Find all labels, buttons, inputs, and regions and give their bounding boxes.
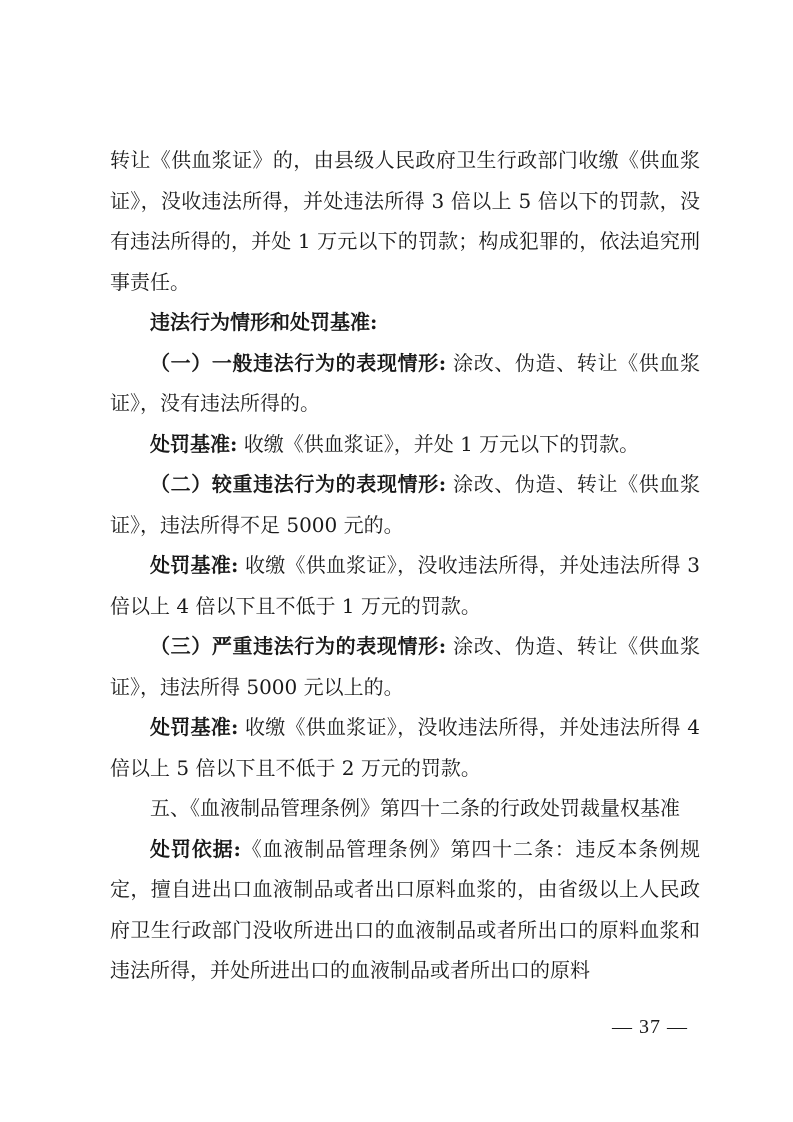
body-text: 涂改、伪造、转让《供血浆证》，违法所得 5000 元以上的。 xyxy=(110,634,700,699)
body-text: 涂改、伪造、转让《供血浆证》，没有违法所得的。 xyxy=(110,350,700,415)
bold-label: 违法行为情形和处罚基准: xyxy=(150,310,378,334)
paragraph-serious-penalty xyxy=(110,545,700,626)
bold-label: 处罚基准: xyxy=(150,431,238,456)
heading-violation-penalty-standard xyxy=(110,302,700,343)
paragraph-severe-violation xyxy=(110,626,700,707)
bold-label: 处罚基准: xyxy=(150,553,239,577)
paragraph-general-penalty xyxy=(110,424,700,465)
paragraph-general-violation xyxy=(110,343,700,424)
bold-label: 处罚依据: xyxy=(150,836,241,861)
bold-label: （二）较重违法行为的表现情形: xyxy=(150,472,447,496)
bold-label: （三）严重违法行为的表现情形: xyxy=(150,634,447,658)
paragraph-severe-penalty xyxy=(110,707,700,788)
page-number: — 37 — xyxy=(612,1016,688,1038)
body-text: 《血液制品管理条例》第四十二条：违反本条例规定，擅自进出口血液制品或者出口原料血浆的，由省级以上人民政府卫生行政部门没收所进出口的血液制品或者所出口的原料血浆和违法所得，并处所进出口的血液制品或者所出口的原料 xyxy=(110,836,701,982)
paragraph-continuation xyxy=(110,140,700,302)
paragraph-serious-violation xyxy=(110,464,700,545)
body-text: 收缴《供血浆证》，没收违法所得，并处违法所得 3 倍以上 4 倍以下且不低于 1 万元的罚款。 xyxy=(110,553,700,618)
bold-label: （一）一般违法行为的表现情形: xyxy=(150,350,447,375)
body-text: 收缴《供血浆证》，并处 1 万元以下的罚款。 xyxy=(237,431,640,456)
section-heading-five xyxy=(110,788,700,829)
body-text: 转让《供血浆证》的，由县级人民政府卫生行政部门收缴《供血浆证》，没收违法所得，并处违法所得 3 倍以上 5 倍以下的罚款，没有违法所得的，并处 1 万元以下的罚款；构成犯罪的，依法追究刑事责任。 xyxy=(110,148,700,294)
document-body xyxy=(110,140,700,991)
body-text: 收缴《供血浆证》，没收违法所得，并处违法所得 4 倍以上 5 倍以下且不低于 2 万元的罚款。 xyxy=(110,715,700,780)
paragraph-penalty-basis xyxy=(110,829,700,991)
body-text: 涂改、伪造、转让《供血浆证》，违法所得不足 5000 元的。 xyxy=(110,472,700,537)
bold-label: 处罚基准: xyxy=(150,715,239,739)
body-text: 五、《血液制品管理条例》第四十二条的行政处罚裁量权基准 xyxy=(150,796,680,820)
